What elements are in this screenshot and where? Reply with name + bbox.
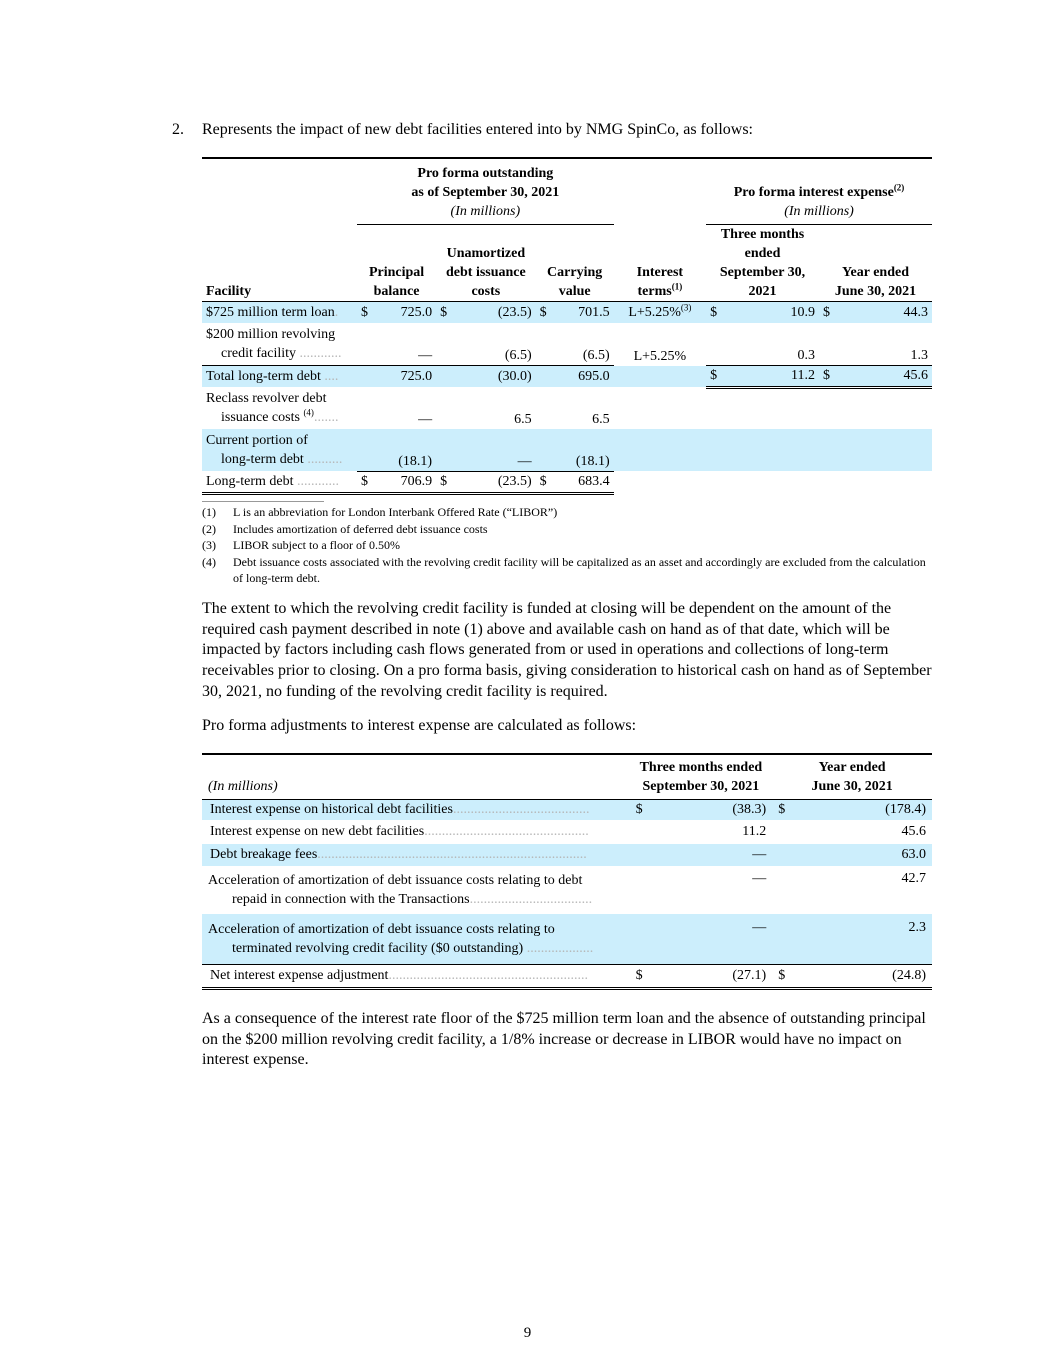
col-principal: Principal balance [357,225,436,302]
units-label: (In millions) [208,779,278,794]
table1-group-header-row [202,158,932,225]
group1-title: Pro forma outstanding [417,166,554,181]
paragraph-adjustments-intro: Pro forma adjustments to interest expense are calculated as follows: [202,717,637,734]
table-row: Reclass revolver debt issuance costs $^{(4)}$....... — 6.5 6.5 [206,391,610,427]
table1-column-header-row [202,225,932,302]
group2-units: (In millions) [784,204,854,219]
footnotes [202,504,932,587]
group2-title: Pro forma interest expense [733,185,894,200]
group2-footnote-ref: (2) [893,182,905,193]
footnote: (1) L is an abbreviation for London Interbank Offered Rate (“LIBOR”) [202,505,558,519]
group1-units: (In millions) [450,204,521,219]
table-row: Current portion of long-term debt .......... (18.1) — (18.1) [202,429,932,471]
col-three-months: Three months ended September 30, 2021 [706,225,819,302]
page-number: 9 [523,1325,532,1341]
col-year-ended: Year ended June 30, 2021 [819,225,932,302]
col-three-months-ended: Three months ended September 30, 2021 [630,754,773,800]
table-row: Debt breakage fees............................................................................. — 63.0 [202,844,932,866]
table-row: Acceleration of amortization of debt issuance costs relating to terminated revolving credit facility ($0 outstanding) ................... — 2.3 [202,914,932,965]
table-row: Interest expense on new debt facilities............................................... 11.2 45.6 [210,824,926,839]
footnote: (3) LIBOR subject to a floor of 0.50% [202,538,400,552]
table-row: Total long-term debt .... 725.0 (30.0) 695.0 $ 11.2 $ 45.6 [202,366,932,388]
col-year-ended-2: Year ended June 30, 2021 [772,754,932,800]
table-row-total: Net interest expense adjustment......................................................... $ (27.1) $ (24.8) [202,965,932,989]
interest-adjustments-table [202,753,932,990]
col-carrying: Carrying value [536,225,614,302]
group1-subtitle: as of September 30, 2021 [411,185,560,200]
intro-text: Represents the impact of new debt facilities entered into by NMG SpinCo, as follows: [202,121,753,138]
paragraph-revolver-funding: The extent to which the revolving credit facility is funded at closing will be dependent on the amount of the required cash payment described in note (1) above and available cash on hand as of that date, which will be impacted by factors including cash flows generated from or used in operations and collections of long-term receivables prior to closing. On a pro forma basis, giving consideration to historical cash on hand as of September 30, 2021, no funding of the revolving credit facility is required. [202,600,932,700]
footnote: (4) Debt issuance costs associated with the revolving credit facility will be capitalized as an asset and accordingly are excluded from the calculation of long-term debt. [202,554,926,585]
footnote-divider [202,501,324,502]
intro-line [172,121,753,139]
footnote: (2) Includes amortization of deferred debt issuance costs [202,521,488,536]
debt-facilities-table [202,157,932,495]
table-row: $200 million revolving credit facility ............ — (6.5) (6.5) L+5.25% 0.3 1.3 [206,327,928,364]
table-row: Interest expense on historical debt facilities....................................... $ (38.3) $ (178.4) [202,800,932,821]
table-row: $725 million term loan. $ 725.0 $ (23.5) $ 701.5 L+5.25%$^{(3)}$ $ 10.9 $ 44.3 [202,302,932,324]
table2-header-row [202,754,932,800]
col-facility: Facility [202,225,357,302]
paragraph-libor-impact: As a consequence of the interest rate floor of the $725 million term loan and the absence of outstanding principal on the $200 million revolving credit facility, a 1/8% increase or decrease in LIBOR would have no impact on interest expense. [202,1010,926,1069]
col-unamortized: Unamortized debt issuance costs [436,225,536,302]
col-interest-terms: Interest terms$^{(1)}$ [614,225,706,302]
table-row: Long-term debt ............ $ 706.9 $ (23.5) $ 683.4 [202,471,932,494]
intro-number: 2. [172,121,184,138]
table-row: Acceleration of amortization of debt issuance costs relating to debt repaid in connection with the Transactions................................... — 42.7 [208,871,926,907]
